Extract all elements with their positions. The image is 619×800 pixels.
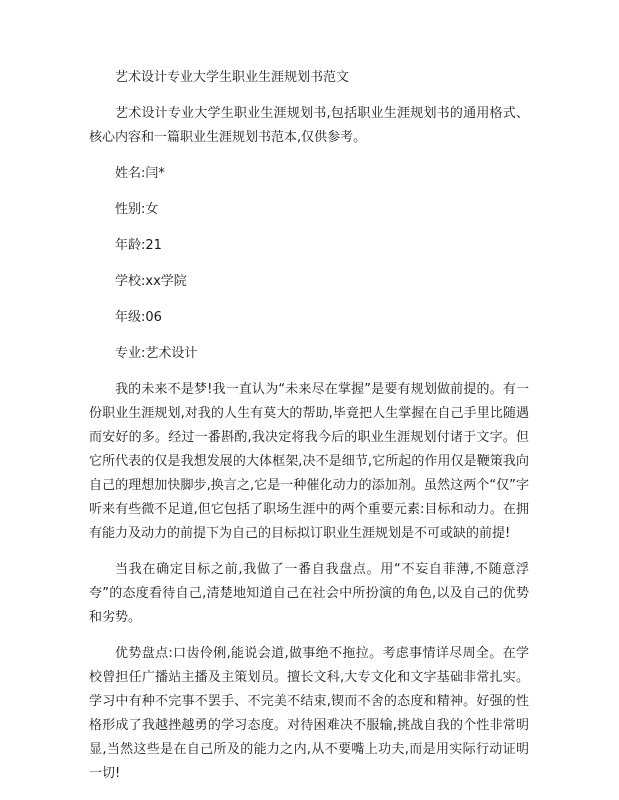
intro-paragraph: 艺术设计专业大学生职业生涯规划书,包括职业生涯规划书的通用格式、核心内容和一篇职业生涯规划书范本,仅供参考。 [89,106,529,145]
paragraph-self-assessment: 当我在确定目标之前,我做了一番自我盘点。用“不妄自菲薄,不随意浮夸”的态度看待自己,清楚地知道自己在社会中所扮演的角色,以及自己的优势和劣势。 [89,562,529,625]
paragraph-strengths: 优势盘点:口齿伶俐,能说会道,做事绝不拖拉。考虑事情详尽周全。在学校曾担任广播站主播及主策划员。擅长文科,大专文化和文字基础非常扎实。学习中有种不完事不罢手、不完美不结束,锲而不舍的态度和精神。好强的性格形成了我越挫越勇的学习态度。对待困难决不服输,挑战自我的个性非常明显,当然这些是在自己所及的能力之内,从不要嘴上功夫,而是用实际行动证明一切! [89,646,529,781]
field-age: 年龄:21 [115,238,162,253]
field-name: 姓名:闫* [115,166,165,181]
document-title: 艺术设计专业大学生职业生涯规划书范文 [115,70,350,85]
paragraph-future: 我的未来不是梦!我一直认为“未来尽在掌握”是要有规划做前提的。有一份职业生涯规划,对我的人生有莫大的帮助,毕竟把人生掌握在自己手里比随遇而安好的多。经过一番斟酌,我决定将我今后的职业生涯规划付诸于文字。但它所代表的仅是我想发展的大体框架,决不是细节,它所起的作用仅是鞭策我向自己的理想加快脚步,换言之,它是一种催化动力的添加剂。虽然这两个“仅”字听来有些微不足道,但它包括了职场生涯中的两个重要元素:目标和动力。在拥有能力及动力的前提下为自己的目标拟订职业生涯规划是不可或缺的前提! [89,382,529,541]
field-major: 专业:艺术设计 [115,346,198,361]
field-grade: 年级:06 [115,310,162,325]
document-content [89,66,529,798]
field-school: 学校:xx学院 [115,274,187,289]
field-gender: 性别:女 [115,202,159,217]
